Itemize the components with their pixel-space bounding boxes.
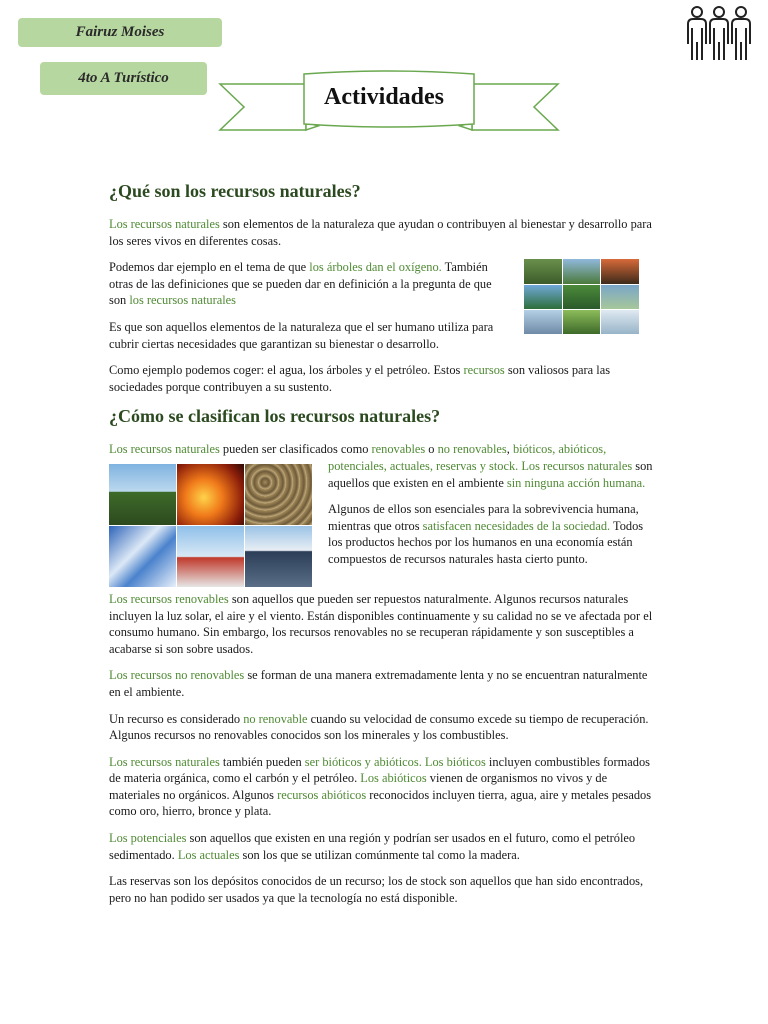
paragraph: Los potenciales son aquellos que existen en una región y podrían ser usados en el futuro, como el petróleo sedimentado. Los actuales son los que se utilizan comúnmente tal como la madera.: [109, 831, 636, 862]
author-name: Fairuz Moises: [75, 24, 165, 40]
paragraph: Los recursos naturales son elementos de la naturaleza que ayudan o contribuyen al bienestar y desarrollo para los seres vivos en diferentes cosas.: [109, 217, 652, 248]
people-icon: [684, 4, 754, 64]
paragraph: Podemos dar ejemplo en el tema de que los árboles dan el oxígeno. También otras de las definiciones que se pueden dar en definición a la pregunta de que son los recursos naturales: [109, 260, 492, 308]
banner-title: Actividades: [324, 84, 444, 110]
author-name-tag: [18, 18, 222, 47]
paragraph: Como ejemplo podemos coger: el agua, los árboles y el petróleo. Estos recursos son valiosos para las sociedades porque contribuyen a su sustento.: [109, 363, 611, 394]
paragraph: Algunos de ellos son esenciales para la sobrevivencia humana, mientras que otros satisfacen necesidades de la sociedad. Todos los productos hechos por los humanos en una economía están compuestos de recursos naturales hasta cierto punto.: [328, 502, 644, 566]
document-body: [109, 180, 655, 916]
resources-collage-image: [109, 464, 312, 587]
group-tag: [40, 62, 207, 95]
paragraph: Es que son aquellos elementos de la naturaleza que el ser humano utiliza para cubrir ciertas necesidades que garantizan su bienestar o desarrollo.: [109, 319, 494, 351]
section-heading-classify: ¿Cómo se clasifican los recursos naturales?: [109, 406, 441, 427]
paragraph: Un recurso es considerado no renovable cuando su velocidad de consumo excede su tiempo de recuperación. Algunos recursos no renovables conocidos son los minerales y los combustibles.: [109, 711, 649, 743]
section-heading-what: ¿Qué son los recursos naturales?: [109, 181, 361, 201]
paragraph: Los recursos naturales también pueden ser bióticos y abióticos. Los bióticos incluyen combustibles formados de materia orgánica, como el carbón y el petróleo. Los abióticos vienen de organismos no vivos y de materiales no orgánicos. Algunos recursos abióticos reconocidos incluyen tierra, agua, aire y metales pesados como oro, hierro, bronce y plata.: [109, 754, 652, 819]
paragraph: Los recursos renovables son aquellos que pueden ser repuestos naturalmente. Algunos recursos naturales incluyen la luz solar, el aire y el viento. Están disponibles continuamente y su calidad no se ve afectada por el consumo humano. Sin embargo, los recursos renovables no se recuperan rápidamente y son susceptibles a acabarse si son sobre usados.: [109, 591, 653, 656]
paragraph: Las reservas son los depósitos conocidos de un recurso; los de stock son aquellos que han sido encontrados, pero no han podido ser usados ya que la tecnología no está disponible.: [109, 874, 644, 905]
group-label: 4to A Turístico: [78, 70, 169, 86]
nature-collage-image: [524, 259, 639, 334]
paragraph: Los recursos naturales pueden ser clasificados como renovables o no renovables, bióticos, abióticos, potenciales, actuales, reservas y stock. Los recursos naturales son aquellos que existen en el ambiente sin ninguna acción humana.: [109, 441, 655, 491]
paragraph: Los recursos no renovables se forman de una manera extremadamente lenta y no se encuentran naturalmente en el ambiente.: [109, 668, 648, 699]
